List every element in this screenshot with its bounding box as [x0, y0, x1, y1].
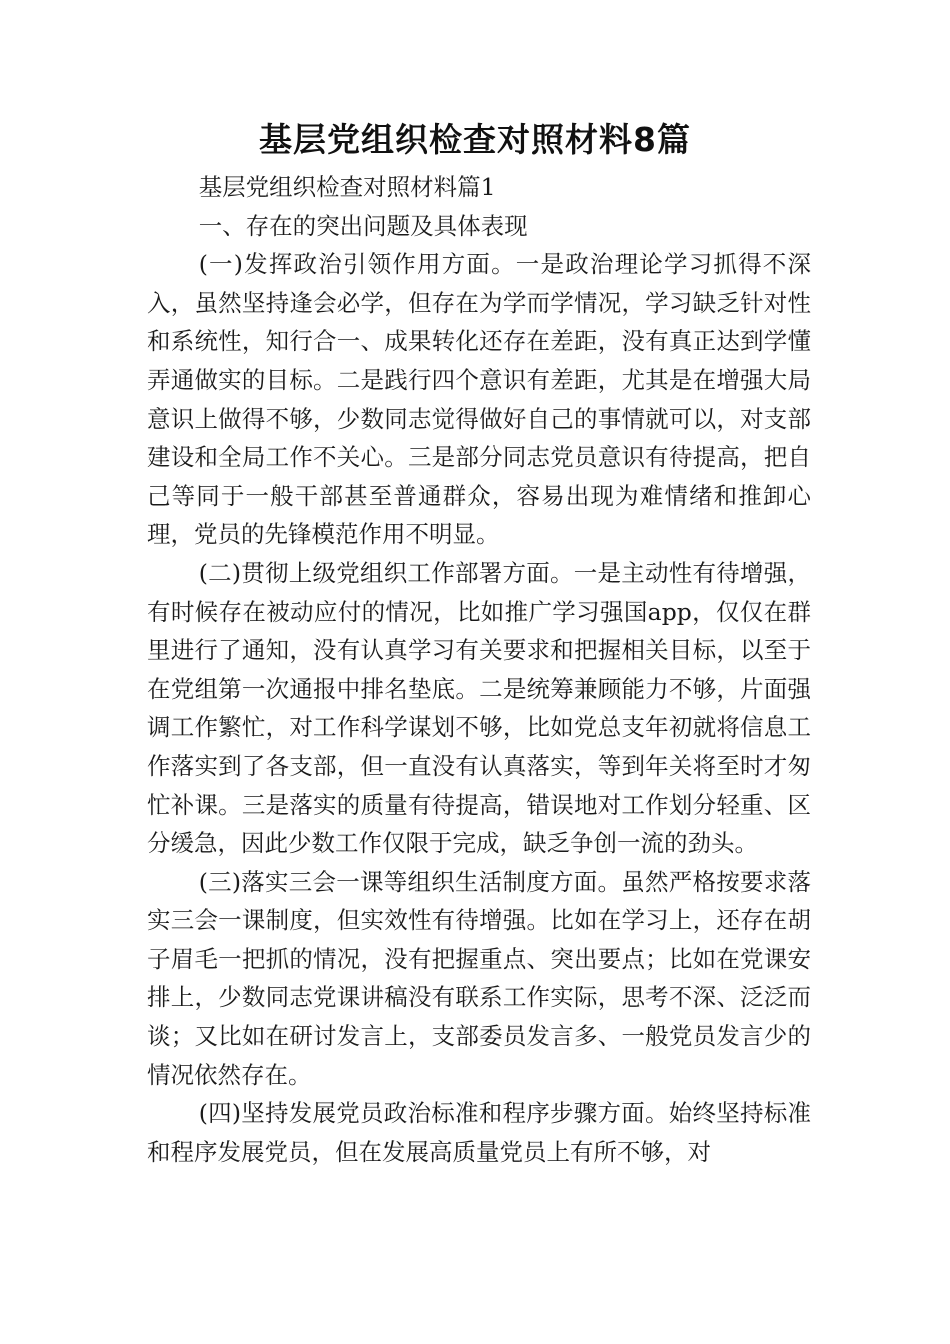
paragraph: (三)落实三会一课等组织生活制度方面。虽然严格按要求落实三会一课制度，但实效性有待增强。比如在学习上，还存在胡子眉毛一把抓的情况，没有把握重点、突出要点；比如在党课安排上，少数同志党课讲稿没有联系工作实际，思考不深、泛泛而谈；又比如在研讨发言上，支部委员发言多、一般党员发言少的情况依然存在。: [147, 867, 811, 1089]
document-body: [147, 168, 811, 1171]
paragraph: (一)发挥政治引领作用方面。一是政治理论学习抓得不深入，虽然坚持逢会必学，但存在为学而学情况，学习缺乏针对性和系统性，知行合一、成果转化还存在差距，没有真正达到学懂弄通做实的目标。二是践行四个意识有差距，尤其是在增强大局意识上做得不够，少数同志觉得做好自己的事情就可以，对支部建设和全局工作不关心。三是部分同志党员意识有待提高，把自己等同于一般干部甚至普通群众，容易出现为难情绪和推卸心理，党员的先锋模范作用不明显。: [147, 250, 811, 549]
paragraph: (四)坚持发展党员政治标准和程序步骤方面。始终坚持标准和程序发展党员，但在发展高质量党员上有所不够，对: [147, 1099, 811, 1166]
document-subtitle: 基层党组织检查对照材料篇1: [198, 173, 496, 201]
paragraph: (二)贯彻上级党组织工作部署方面。一是主动性有待增强，有时候存在被动应付的情况，比如推广学习强国app，仅仅在群里进行了通知，没有认真学习有关要求和把握相关目标，以至于在党组第一次通报中排名垫底。二是统筹兼顾能力不够，片面强调工作繁忙，对工作科学谋划不够，比如党总支年初就将信息工作落实到了各支部，但一直没有认真落实，等到年关将至时才匆忙补课。三是落实的质量有待提高，错误地对工作划分轻重、区分缓急，因此少数工作仅限于完成，缺乏争创一流的劲头。: [147, 558, 811, 858]
section-heading: 一、存在的突出问题及具体表现: [198, 211, 528, 240]
document-title: 基层党组织检查对照材料8篇: [259, 120, 691, 159]
